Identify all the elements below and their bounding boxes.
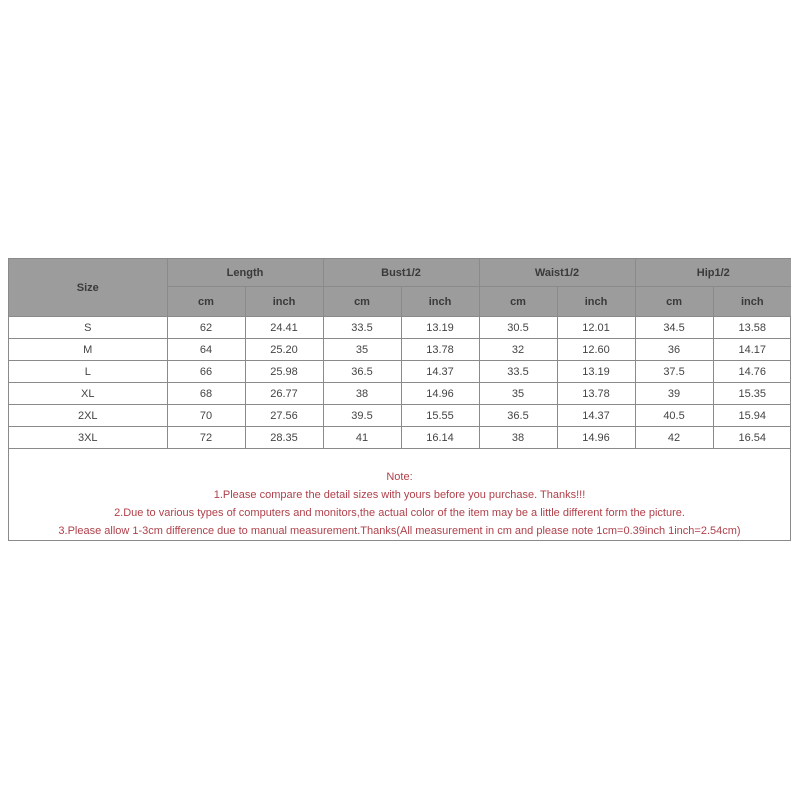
value-cell: 32 — [479, 339, 557, 361]
size-chart — [8, 258, 791, 541]
size-cell: L — [9, 361, 167, 383]
value-cell: 64 — [167, 339, 245, 361]
value-cell: 15.35 — [713, 383, 791, 405]
unit-header: inch — [713, 287, 791, 317]
unit-header: inch — [401, 287, 479, 317]
value-cell: 36.5 — [323, 361, 401, 383]
size-table — [9, 259, 791, 449]
size-cell: M — [9, 339, 167, 361]
value-cell: 13.58 — [713, 317, 791, 339]
value-cell: 15.55 — [401, 405, 479, 427]
value-cell: 14.76 — [713, 361, 791, 383]
value-cell: 68 — [167, 383, 245, 405]
note-line: 1.Please compare the detail sizes with yours before you purchase. Thanks!!! — [213, 489, 586, 501]
header-row-groups — [9, 259, 791, 287]
value-cell: 15.94 — [713, 405, 791, 427]
value-cell: 14.37 — [557, 405, 635, 427]
size-cell: 2XL — [9, 405, 167, 427]
value-cell: 35 — [323, 339, 401, 361]
value-cell: 42 — [635, 427, 713, 449]
size-cell: 3XL — [9, 427, 167, 449]
value-cell: 14.37 — [401, 361, 479, 383]
value-cell: 30.5 — [479, 317, 557, 339]
unit-header: cm — [323, 287, 401, 317]
table-row — [9, 405, 791, 427]
value-cell: 70 — [167, 405, 245, 427]
value-cell: 38 — [479, 427, 557, 449]
table-row — [9, 427, 791, 449]
group-header-length: Length — [167, 259, 323, 287]
table-row — [9, 383, 791, 405]
notes-section — [9, 449, 790, 540]
value-cell: 33.5 — [323, 317, 401, 339]
value-cell: 13.78 — [401, 339, 479, 361]
value-cell: 39.5 — [323, 405, 401, 427]
table-row — [9, 339, 791, 361]
value-cell: 25.20 — [245, 339, 323, 361]
group-header-bust: Bust1/2 — [323, 259, 479, 287]
unit-header: inch — [557, 287, 635, 317]
unit-header: cm — [479, 287, 557, 317]
value-cell: 40.5 — [635, 405, 713, 427]
notes-title: Note: — [386, 471, 413, 483]
table-row — [9, 317, 791, 339]
unit-header: inch — [245, 287, 323, 317]
value-cell: 34.5 — [635, 317, 713, 339]
note-line: 2.Due to various types of computers and monitors,the actual color of the item may be a little different form the picture. — [114, 507, 685, 519]
value-cell: 36 — [635, 339, 713, 361]
group-header-waist: Waist1/2 — [479, 259, 635, 287]
value-cell: 12.60 — [557, 339, 635, 361]
value-cell: 16.14 — [401, 427, 479, 449]
value-cell: 41 — [323, 427, 401, 449]
value-cell: 38 — [323, 383, 401, 405]
value-cell: 13.19 — [401, 317, 479, 339]
value-cell: 14.96 — [401, 383, 479, 405]
table-row — [9, 361, 791, 383]
note-line: 3.Please allow 1-3cm difference due to manual measurement.Thanks(All measurement in cm and please note 1cm=0.39inch 1inch=2.54cm) — [58, 525, 741, 537]
value-cell: 25.98 — [245, 361, 323, 383]
value-cell: 28.35 — [245, 427, 323, 449]
value-cell: 66 — [167, 361, 245, 383]
size-cell: XL — [9, 383, 167, 405]
value-cell: 72 — [167, 427, 245, 449]
unit-header: cm — [635, 287, 713, 317]
value-cell: 13.78 — [557, 383, 635, 405]
value-cell: 16.54 — [713, 427, 791, 449]
group-header-hip: Hip1/2 — [635, 259, 791, 287]
value-cell: 24.41 — [245, 317, 323, 339]
value-cell: 14.96 — [557, 427, 635, 449]
size-cell: S — [9, 317, 167, 339]
value-cell: 13.19 — [557, 361, 635, 383]
value-cell: 62 — [167, 317, 245, 339]
value-cell: 26.77 — [245, 383, 323, 405]
value-cell: 37.5 — [635, 361, 713, 383]
value-cell: 35 — [479, 383, 557, 405]
value-cell: 12.01 — [557, 317, 635, 339]
value-cell: 39 — [635, 383, 713, 405]
unit-header: cm — [167, 287, 245, 317]
value-cell: 33.5 — [479, 361, 557, 383]
value-cell: 27.56 — [245, 405, 323, 427]
value-cell: 14.17 — [713, 339, 791, 361]
size-header: Size — [9, 259, 167, 317]
value-cell: 36.5 — [479, 405, 557, 427]
